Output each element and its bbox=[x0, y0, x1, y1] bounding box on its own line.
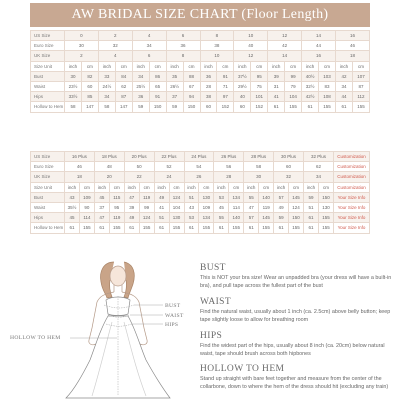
size-cell: 60 bbox=[234, 102, 251, 112]
size-cell: 145 bbox=[259, 213, 274, 223]
size-cell: 107 bbox=[352, 71, 369, 81]
customization-cell: Your Size Info bbox=[334, 202, 370, 212]
size-cell: 38 bbox=[200, 41, 234, 51]
size-cell: cm bbox=[251, 61, 268, 71]
desc-hollow-text: Stand up straight with bare feet together and measure from the center of the collarbone, down to where the hem of the dress should hit (excluding any train) bbox=[200, 376, 389, 390]
size-cell: 65 bbox=[149, 81, 166, 91]
size-cell: cm bbox=[229, 182, 244, 192]
size-cell: 4 bbox=[98, 51, 132, 61]
size-cell: inch bbox=[244, 182, 259, 192]
size-cell: 61 bbox=[244, 223, 259, 233]
row-label: US Size bbox=[31, 152, 65, 162]
size-cell: 26½ bbox=[166, 81, 183, 91]
size-cell: 33½ bbox=[65, 92, 82, 102]
desc-bust-heading: BUST bbox=[200, 263, 226, 273]
size-cell: 52 bbox=[154, 162, 184, 172]
desc-bust-text: This is NOT your bra size! Wear an unpadded bra (your dress will have a built-in bra), and pull tape across the fullest part of the bust bbox=[200, 275, 392, 289]
row-label: Hips bbox=[31, 92, 65, 102]
size-cell: 91 bbox=[217, 71, 234, 81]
size-cell: 18 bbox=[336, 51, 370, 61]
size-cell: 26 Plus bbox=[214, 152, 244, 162]
size-cell: 10 bbox=[200, 51, 234, 61]
size-cell: 155 bbox=[285, 102, 302, 112]
customization-cell: Customization bbox=[334, 152, 370, 162]
size-cell: 30 bbox=[65, 41, 99, 51]
size-cell: 44 bbox=[336, 92, 353, 102]
size-cell: 112 bbox=[352, 92, 369, 102]
customization-cell: Your Size Info bbox=[334, 192, 370, 202]
size-cell: inch bbox=[234, 61, 251, 71]
size-cell: 61 bbox=[184, 223, 199, 233]
desc-hollow-to-hem bbox=[200, 364, 395, 391]
size-cell: 51 bbox=[304, 202, 319, 212]
size-cell: 14 bbox=[268, 51, 302, 61]
desc-hips-text: Find the widest part of the hips, usually about 8 inch (ca. 20cm) below natural waist, tape should brush across both hipbones bbox=[200, 343, 385, 357]
size-cell: cm bbox=[169, 182, 184, 192]
size-cell: 16 bbox=[336, 31, 370, 41]
size-cell: 36 bbox=[132, 92, 149, 102]
size-cell: 61 bbox=[94, 223, 109, 233]
size-cell: 41 bbox=[268, 92, 285, 102]
size-cell: 60 bbox=[200, 102, 217, 112]
size-cell: 61 bbox=[154, 223, 169, 233]
size-row-bust bbox=[31, 192, 370, 202]
size-cell: 99 bbox=[285, 71, 302, 81]
size-cell: inch bbox=[336, 61, 353, 71]
size-cell: 155 bbox=[169, 223, 184, 233]
size-cell: 42 bbox=[336, 71, 353, 81]
size-cell: cm bbox=[109, 182, 124, 192]
size-cell: 119 bbox=[259, 202, 274, 212]
size-cell: 53 bbox=[214, 192, 229, 202]
size-cell: cm bbox=[139, 182, 154, 192]
size-cell: 115 bbox=[109, 192, 124, 202]
size-cell: 71 bbox=[217, 81, 234, 91]
size-cell: 24 Plus bbox=[184, 152, 214, 162]
size-cell: 39 bbox=[268, 71, 285, 81]
size-cell: inch bbox=[166, 61, 183, 71]
size-cell: 61 bbox=[214, 223, 229, 233]
row-label: UK Size bbox=[31, 172, 65, 182]
size-table-plus bbox=[30, 151, 370, 234]
size-cell: cm bbox=[319, 61, 336, 71]
size-cell: 33 bbox=[98, 71, 115, 81]
size-cell: 61 bbox=[268, 102, 285, 112]
size-row-size-unit bbox=[31, 182, 370, 192]
customization-cell: Your Size Info bbox=[334, 223, 370, 233]
size-cell: 119 bbox=[109, 213, 124, 223]
size-cell: 155 bbox=[352, 102, 369, 112]
row-label: Waist bbox=[31, 202, 65, 212]
desc-hips-heading: HIPS bbox=[200, 331, 223, 341]
size-row-bust bbox=[31, 71, 370, 81]
desc-waist-heading: WAIST bbox=[200, 297, 232, 307]
size-cell: 87 bbox=[115, 92, 132, 102]
size-cell: 36 bbox=[200, 71, 217, 81]
size-cell: 31 bbox=[268, 81, 285, 91]
size-cell: 20 Plus bbox=[124, 152, 154, 162]
size-cell: inch bbox=[65, 61, 82, 71]
size-cell: inch bbox=[268, 61, 285, 71]
size-cell: 43 bbox=[184, 202, 199, 212]
size-cell: 57 bbox=[274, 192, 289, 202]
size-cell: 134 bbox=[199, 213, 214, 223]
row-label: US Size bbox=[31, 31, 65, 41]
size-cell: inch bbox=[302, 61, 319, 71]
size-cell: 109 bbox=[79, 192, 94, 202]
size-cell: cm bbox=[199, 182, 214, 192]
size-cell: 47 bbox=[244, 202, 259, 212]
size-cell: 108 bbox=[319, 92, 336, 102]
size-cell: 41 bbox=[154, 202, 169, 212]
size-cell: 35 bbox=[166, 71, 183, 81]
size-cell: inch bbox=[154, 182, 169, 192]
size-cell: 62 bbox=[115, 81, 132, 91]
size-cell: 155 bbox=[319, 102, 336, 112]
size-cell: 0 bbox=[65, 31, 99, 41]
size-cell: cm bbox=[183, 61, 200, 71]
size-cell: 58 bbox=[244, 162, 274, 172]
size-cell: 34 bbox=[336, 81, 353, 91]
size-cell: inch bbox=[65, 182, 80, 192]
desc-hips bbox=[200, 331, 395, 358]
size-cell: 124 bbox=[139, 213, 154, 223]
row-label: Hips bbox=[31, 213, 65, 223]
measurement-figure bbox=[0, 260, 200, 400]
size-cell: 152 bbox=[217, 102, 234, 112]
size-cell: 23½ bbox=[65, 81, 82, 91]
size-cell: 155 bbox=[289, 223, 304, 233]
size-cell: inch bbox=[214, 182, 229, 192]
size-cell: 51 bbox=[184, 192, 199, 202]
size-cell: 49 bbox=[274, 202, 289, 212]
size-cell: 61 bbox=[124, 223, 139, 233]
size-cell: 60 bbox=[81, 81, 98, 91]
size-cell: 32 bbox=[274, 172, 304, 182]
size-row-us-size bbox=[31, 152, 370, 162]
size-cell: 130 bbox=[318, 202, 333, 212]
size-cell: 20 bbox=[94, 172, 124, 182]
size-cell: 46 bbox=[336, 41, 370, 51]
size-cell: 58 bbox=[65, 102, 82, 112]
size-cell: 90 bbox=[79, 202, 94, 212]
size-cell: 12 bbox=[268, 31, 302, 41]
size-cell: 28 bbox=[200, 81, 217, 91]
size-cell: 85 bbox=[81, 92, 98, 102]
size-cell: 45 bbox=[214, 202, 229, 212]
size-cell: 59 bbox=[274, 213, 289, 223]
size-cell: 150 bbox=[149, 102, 166, 112]
size-cell: 59 bbox=[166, 102, 183, 112]
size-cell: 155 bbox=[229, 223, 244, 233]
row-label: Waist bbox=[31, 81, 65, 91]
size-cell: 67 bbox=[183, 81, 200, 91]
size-cell: cm bbox=[259, 182, 274, 192]
size-cell: 10 bbox=[234, 31, 268, 41]
size-chart-title: AW BRIDAL SIZE CHART (Floor Length) bbox=[30, 3, 370, 27]
size-cell: inch bbox=[274, 182, 289, 192]
callout-waist: WAIST bbox=[165, 313, 184, 319]
row-label: Euro Size bbox=[31, 162, 65, 172]
size-cell: 40½ bbox=[302, 71, 319, 81]
size-cell: 150 bbox=[183, 102, 200, 112]
size-cell: 55 bbox=[214, 213, 229, 223]
size-cell: 55 bbox=[244, 192, 259, 202]
size-cell: 50 bbox=[124, 162, 154, 172]
size-cell: cm bbox=[79, 182, 94, 192]
callout-bust: BUST bbox=[165, 303, 181, 309]
size-cell: 32½ bbox=[302, 81, 319, 91]
size-cell: 54 bbox=[184, 162, 214, 172]
desc-waist-text: Find the natural waist, usually about 1 inch (ca. 2.5cm) above belly button; keep tape slightly loose to allow for breathing room bbox=[200, 309, 391, 323]
size-cell: 16 bbox=[302, 51, 336, 61]
size-cell: cm bbox=[217, 61, 234, 71]
size-cell: 35½ bbox=[65, 202, 80, 212]
size-cell: inch bbox=[200, 61, 217, 71]
size-cell: 150 bbox=[318, 192, 333, 202]
size-row-waist bbox=[31, 202, 370, 212]
row-label: Bust bbox=[31, 192, 65, 202]
size-cell: 86 bbox=[149, 71, 166, 81]
size-cell: 114 bbox=[79, 213, 94, 223]
size-cell: 37½ bbox=[234, 71, 251, 81]
customization-cell: Your Size Info bbox=[334, 213, 370, 223]
size-cell: 39 bbox=[124, 202, 139, 212]
callout-hollow-to-hem: HOLLOW TO HEM bbox=[10, 335, 61, 341]
size-cell: 44 bbox=[302, 41, 336, 51]
size-cell: 4 bbox=[132, 31, 166, 41]
face-shape bbox=[110, 266, 126, 286]
size-cell: 150 bbox=[289, 213, 304, 223]
bride-silhouette-illustration bbox=[0, 260, 200, 400]
size-cell: cm bbox=[289, 182, 304, 192]
size-cell: cm bbox=[81, 61, 98, 71]
size-cell: 145 bbox=[289, 192, 304, 202]
size-cell: 2 bbox=[65, 51, 99, 61]
size-cell: 104 bbox=[285, 92, 302, 102]
size-cell: cm bbox=[318, 182, 333, 192]
size-cell: 59 bbox=[304, 192, 319, 202]
size-row-hollow-to-hem bbox=[31, 223, 370, 233]
size-row-hollow-to-hem bbox=[31, 102, 370, 112]
size-row-hips bbox=[31, 213, 370, 223]
size-cell: 36 bbox=[166, 41, 200, 51]
size-cell: 48 bbox=[94, 162, 124, 172]
size-cell: 47 bbox=[94, 213, 109, 223]
size-cell: 51 bbox=[154, 213, 169, 223]
size-cell: 147 bbox=[81, 102, 98, 112]
size-cell: 91 bbox=[149, 92, 166, 102]
size-cell: 109 bbox=[199, 202, 214, 212]
size-cell: 61 bbox=[304, 223, 319, 233]
size-cell: inch bbox=[98, 61, 115, 71]
size-cell: 40 bbox=[234, 92, 251, 102]
size-cell: 155 bbox=[79, 223, 94, 233]
size-cell: 37 bbox=[94, 202, 109, 212]
size-cell: 140 bbox=[229, 213, 244, 223]
size-row-us-size bbox=[31, 31, 370, 41]
size-cell: 61 bbox=[65, 223, 80, 233]
row-label: UK Size bbox=[31, 51, 65, 61]
desc-hollow-heading: HOLLOW TO HEM bbox=[200, 364, 285, 374]
desc-bust bbox=[200, 263, 395, 290]
size-row-uk-size bbox=[31, 172, 370, 182]
row-label: Size Unit bbox=[31, 182, 65, 192]
size-cell: cm bbox=[149, 61, 166, 71]
size-cell: 32 Plus bbox=[304, 152, 334, 162]
size-row-hips bbox=[31, 92, 370, 102]
size-cell: cm bbox=[285, 61, 302, 71]
size-cell: 130 bbox=[169, 213, 184, 223]
size-row-euro-size bbox=[31, 41, 370, 51]
size-cell: 49 bbox=[154, 192, 169, 202]
size-cell: 119 bbox=[139, 192, 154, 202]
size-cell: 14 bbox=[302, 31, 336, 41]
row-label: Euro Size bbox=[31, 41, 65, 51]
size-cell: 12 bbox=[234, 51, 268, 61]
size-cell: 45 bbox=[65, 213, 80, 223]
size-cell: 43 bbox=[65, 192, 80, 202]
size-table-standard bbox=[30, 30, 370, 113]
size-cell: 155 bbox=[318, 213, 333, 223]
size-cell: 30 bbox=[244, 172, 274, 182]
size-cell: 47 bbox=[124, 192, 139, 202]
size-cell: 18 bbox=[65, 172, 95, 182]
row-label: Hollow to Hem bbox=[31, 223, 65, 233]
size-cell: 124 bbox=[289, 202, 304, 212]
size-cell: inch bbox=[304, 182, 319, 192]
size-cell: 103 bbox=[319, 71, 336, 81]
row-label: Size Unit bbox=[31, 61, 65, 71]
size-cell: 8 bbox=[166, 51, 200, 61]
size-cell: 49 bbox=[124, 213, 139, 223]
size-cell: 61 bbox=[304, 213, 319, 223]
size-cell: 155 bbox=[318, 223, 333, 233]
size-cell: 58 bbox=[98, 102, 115, 112]
size-cell: 2 bbox=[98, 31, 132, 41]
size-cell: 155 bbox=[109, 223, 124, 233]
size-cell: 40 bbox=[234, 41, 268, 51]
size-cell: inch bbox=[94, 182, 109, 192]
size-cell: 6 bbox=[132, 51, 166, 61]
row-label: Hollow to Hem bbox=[31, 102, 65, 112]
size-cell: 42 bbox=[268, 41, 302, 51]
size-cell: 114 bbox=[229, 202, 244, 212]
size-cell: 42½ bbox=[302, 92, 319, 102]
size-cell: 38 bbox=[200, 92, 217, 102]
size-cell: 34 bbox=[98, 92, 115, 102]
size-row-waist bbox=[31, 81, 370, 91]
size-row-uk-size bbox=[31, 51, 370, 61]
size-cell: 155 bbox=[139, 223, 154, 233]
size-cell: 134 bbox=[229, 192, 244, 202]
size-cell: 147 bbox=[115, 102, 132, 112]
size-cell: 61 bbox=[274, 223, 289, 233]
size-cell: 22 Plus bbox=[154, 152, 184, 162]
size-cell: 6 bbox=[166, 31, 200, 41]
size-cell: inch bbox=[124, 182, 139, 192]
size-cell: 61 bbox=[302, 102, 319, 112]
size-cell: cm bbox=[115, 61, 132, 71]
row-label: Bust bbox=[31, 71, 65, 81]
size-cell: 130 bbox=[199, 192, 214, 202]
size-cell: 18 Plus bbox=[94, 152, 124, 162]
size-cell: 75 bbox=[251, 81, 268, 91]
size-cell: 59 bbox=[132, 102, 149, 112]
size-cell: inch bbox=[184, 182, 199, 192]
size-cell: 94 bbox=[183, 92, 200, 102]
size-cell: 46 bbox=[65, 162, 95, 172]
size-cell: 25½ bbox=[132, 81, 149, 91]
size-cell: 101 bbox=[251, 92, 268, 102]
size-cell: inch bbox=[132, 61, 149, 71]
size-cell: 79 bbox=[285, 81, 302, 91]
size-cell: 83 bbox=[319, 81, 336, 91]
size-cell: cm bbox=[352, 61, 369, 71]
size-cell: 28 Plus bbox=[244, 152, 274, 162]
customization-cell: Customization bbox=[334, 162, 370, 172]
size-cell: 60 bbox=[274, 162, 304, 172]
size-row-euro-size bbox=[31, 162, 370, 172]
size-cell: 45 bbox=[94, 192, 109, 202]
size-cell: 24 bbox=[154, 172, 184, 182]
callout-hips: HIPS bbox=[165, 322, 179, 328]
size-cell: 24½ bbox=[98, 81, 115, 91]
size-cell: 16 Plus bbox=[65, 152, 95, 162]
size-cell: 62 bbox=[304, 162, 334, 172]
size-cell: 95 bbox=[109, 202, 124, 212]
size-row-size-unit bbox=[31, 61, 370, 71]
size-cell: 34 bbox=[132, 71, 149, 81]
customization-cell: Customization bbox=[334, 182, 370, 192]
size-cell: 82 bbox=[81, 71, 98, 81]
size-cell: 104 bbox=[169, 202, 184, 212]
size-cell: 61 bbox=[336, 102, 353, 112]
size-cell: 26 bbox=[184, 172, 214, 182]
size-cell: 30 Plus bbox=[274, 152, 304, 162]
size-cell: 88 bbox=[183, 71, 200, 81]
size-cell: 29½ bbox=[234, 81, 251, 91]
size-cell: 99 bbox=[139, 202, 154, 212]
size-cell: 8 bbox=[200, 31, 234, 41]
desc-waist bbox=[200, 297, 395, 324]
size-cell: 32 bbox=[98, 41, 132, 51]
size-cell: 155 bbox=[199, 223, 214, 233]
size-cell: 37 bbox=[166, 92, 183, 102]
customization-cell: Customization bbox=[334, 172, 370, 182]
size-cell: 140 bbox=[259, 192, 274, 202]
size-cell: 22 bbox=[124, 172, 154, 182]
size-cell: 30 bbox=[65, 71, 82, 81]
size-cell: 87 bbox=[352, 81, 369, 91]
size-cell: 34 bbox=[304, 172, 334, 182]
size-cell: 84 bbox=[115, 71, 132, 81]
size-cell: 53 bbox=[184, 213, 199, 223]
size-cell: 97 bbox=[217, 92, 234, 102]
size-cell: 56 bbox=[214, 162, 244, 172]
size-cell: 28 bbox=[214, 172, 244, 182]
size-cell: 34 bbox=[132, 41, 166, 51]
size-cell: 152 bbox=[251, 102, 268, 112]
size-cell: 57 bbox=[244, 213, 259, 223]
size-cell: 95 bbox=[251, 71, 268, 81]
size-cell: 155 bbox=[259, 223, 274, 233]
size-cell: 124 bbox=[169, 192, 184, 202]
